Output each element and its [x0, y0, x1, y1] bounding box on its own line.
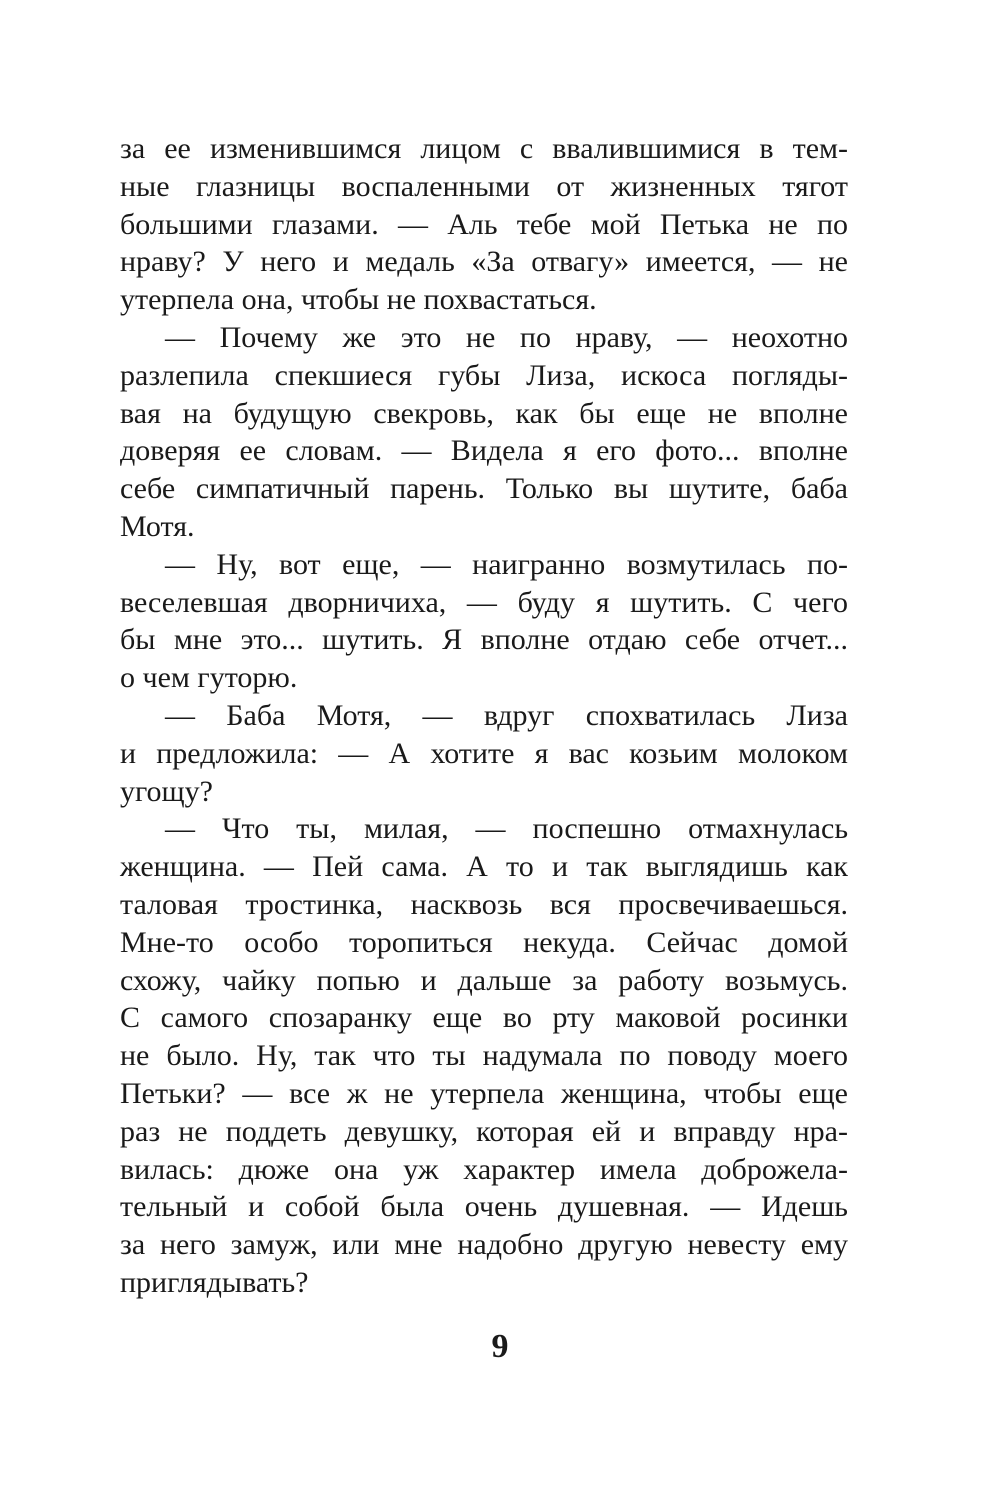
text-line: — Баба Мотя, — вдруг спохватилась Лиза [165, 698, 848, 732]
text-line: за него замуж, или мне надобно другую невесту ему [120, 1228, 848, 1262]
text-line: себе симпатичный парень. Только вы шутите, баба [120, 472, 848, 506]
text-line: угощу? [120, 774, 213, 808]
text-line: таловая тростинка, насквозь вся просвечиваешься. [120, 887, 848, 921]
text-line: не было. Ну, так что ты надумала по поводу моего [120, 1039, 848, 1073]
body-text [120, 130, 848, 1302]
text-line: Мотя. [120, 509, 195, 543]
text-line: вилась: дюже она уж характер имела доброжела- [120, 1152, 848, 1186]
text-line: раз не поддеть девушку, которая ей и вправду нра- [120, 1114, 848, 1148]
text-line: доверяя ее словам. — Видела я его фото... вполне [120, 434, 848, 468]
text-line: женщина. — Пей сама. А то и так выглядишь как [120, 850, 848, 884]
text-line: вая на будущую свекровь, как бы еще не вполне [120, 396, 848, 430]
text-line: нраву? У него и медаль «За отвагу» имеется, — не [120, 245, 848, 279]
text-line: и предложила: — А хотите я вас козьим молоком [120, 736, 848, 770]
text-line: ные глазницы воспаленными от жизненных тягот [120, 169, 848, 203]
text-line: большими глазами. — Аль тебе мой Петька не по [120, 207, 848, 241]
text-line: Петьки? — все ж не утерпела женщина, чтобы еще [120, 1076, 848, 1110]
text-line: приглядывать? [120, 1265, 309, 1299]
text-line: за ее изменившимся лицом с ввалившимися в тем- [120, 132, 848, 165]
text-line: Мне-то особо торопиться некуда. Сейчас домой [120, 925, 848, 959]
text-line: схожу, чайку попью и дальше за работу возьмусь. [120, 963, 848, 997]
text-line: бы мне это... шутить. Я вполне отдаю себе отчет... [120, 623, 848, 657]
text-line: С самого спозаранку еще во рту маковой росинки [120, 1001, 848, 1035]
text-line: о чем гуторю. [120, 661, 298, 695]
text-line: веселевшая дворничиха, — буду я шутить. С чего [120, 585, 848, 619]
text-line: разлепила спекшиеся губы Лиза, искоса погляды- [120, 358, 848, 392]
text-line: тельный и собой была очень душевная. — Идешь [120, 1190, 848, 1224]
text-line: утерпела она, чтобы не похвастаться. [120, 283, 597, 317]
text-line: — Что ты, милая, — поспешно отмахнулась [165, 812, 848, 846]
text-line: — Почему же это не по нраву, — неохотно [165, 320, 848, 354]
page-number: 9 [491, 1328, 509, 1365]
text-line: — Ну, вот еще, — наигранно возмутилась по- [165, 547, 848, 581]
